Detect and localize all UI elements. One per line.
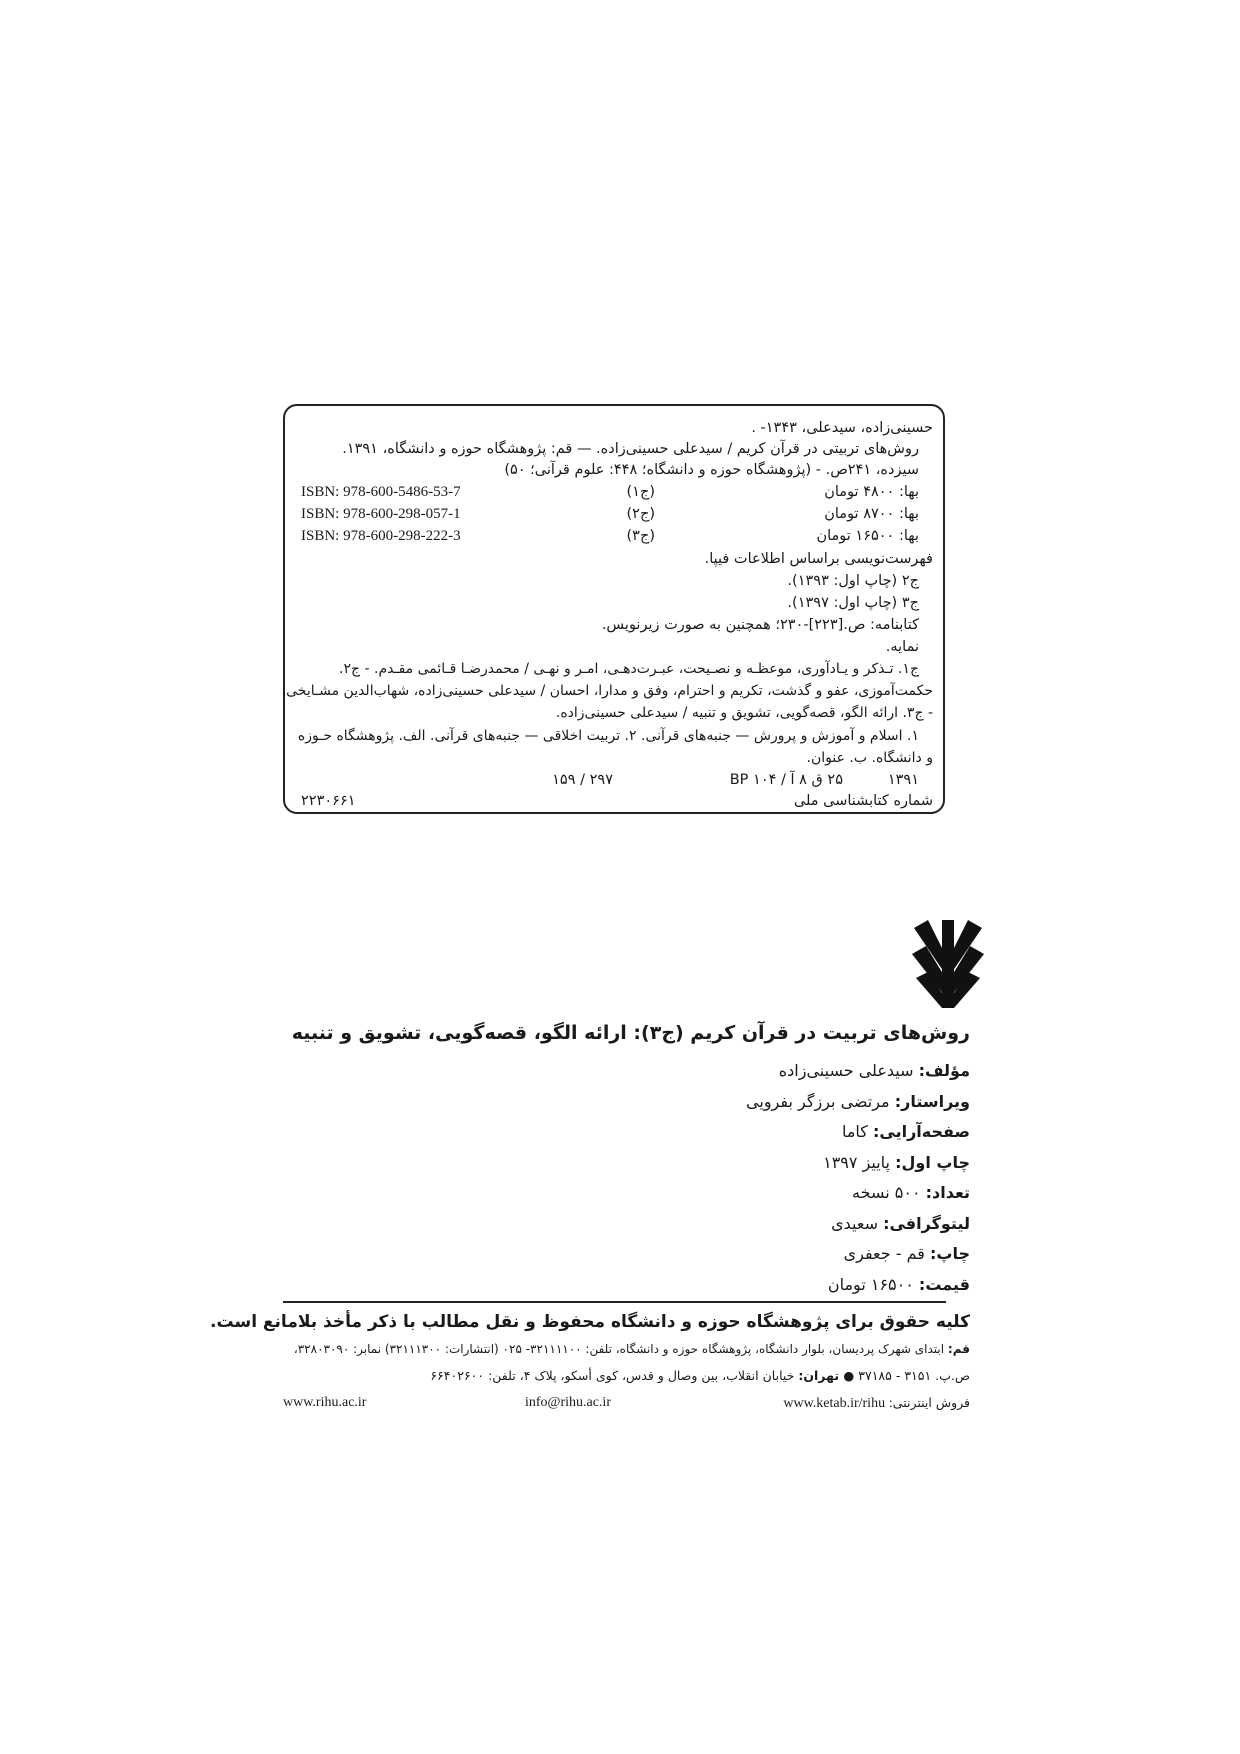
cip-isbn-2: ISBN: 978-600-298-057-1	[301, 506, 461, 522]
online-shop-link[interactable]: www.ketab.ir/rihu	[783, 1396, 886, 1411]
cip-class-year: ۱۳۹۱	[887, 772, 919, 788]
cip-class-dewey: ۲۹۷ / ۱۵۹	[552, 772, 613, 788]
cip-subjects-1: ۱. اسلام و آموزش و پرورش — جنبه‌های قرآنی. ۲. تربیت اخلاقی — جنبه‌های قرآنی. الف. پژوهشگاه حـوزه	[297, 728, 919, 744]
credit-layout: صفحه‌آرایی: کاما	[841, 1122, 970, 1141]
cip-vol-3: (ج۳)	[626, 528, 655, 544]
address-qom: قم: ابتدای شهرک پردیسان، بلوار دانشگاه، پژوهشگاه حوزه و دانشگاه، تلفن: ۳۲۱۱۱۱۰۰- ۰۲۵ (انتشارات: ۳۲۱۱۱۳۰۰) نمابر: ۳۲۸۰۳۰۹۰،	[293, 1342, 970, 1356]
credit-lithography: لیتوگرافی: سعیدی	[831, 1214, 970, 1233]
online-shop: فروش اینترنتی: www.ketab.ir/rihu	[783, 1395, 970, 1411]
cip-edition-2: ج۲ (چاپ اول: ۱۳۹۳).	[787, 573, 919, 589]
cip-isbn-3: ISBN: 978-600-298-222-3	[301, 528, 461, 544]
email-link[interactable]: info@rihu.ac.ir	[525, 1395, 611, 1410]
credit-printer: چاپ: قم - جعفری	[843, 1244, 970, 1263]
cip-title: روش‌های تربیتی در قرآن کریم / سیدعلی حسینی‌زاده. — قم: پژوهشگاه حوزه و دانشگاه، ۱۳۹۱.	[342, 441, 919, 457]
credit-copies: تعداد: ۵۰۰ نسخه	[852, 1183, 970, 1202]
website-link[interactable]: www.rihu.ac.ir	[283, 1395, 367, 1410]
cip-isbn-1: ISBN: 978-600-5486-53-7	[301, 484, 461, 500]
cip-index: نمایه.	[885, 639, 919, 655]
cip-edition-3: ج۳ (چاپ اول: ۱۳۹۷).	[787, 595, 919, 611]
cip-national-label: شماره کتابشناسی ملی	[793, 793, 933, 809]
cip-bibliography: کتابنامه: ص.[۲۲۳]-۲۳۰؛ همچنین به صورت زیرنویس.	[601, 617, 919, 633]
cip-fipa: فهرست‌نویسی براساس اطلاعات فیپا.	[704, 551, 933, 567]
cip-box	[283, 404, 945, 814]
divider	[283, 1301, 946, 1303]
credit-editor: ویراستار: مرتضی برزگر بفرویی	[746, 1092, 970, 1111]
cip-contents-1: ج۱. تـذکر و یـادآوری، موعظـه و نصـیحت، عبـرت‌دهـی، امـر و نهـی / محمدرضـا قـائمی مقـدم. - ج۲.	[339, 661, 919, 677]
publisher-logo-icon	[912, 920, 984, 1008]
cip-contents-2: حکمت‌آموزی، عفو و گذشت، تکریم و احترام، وفق و مدارا، احسان / سیدعلی حسینی‌زاده، شهاب‌الدین مشـایخی.	[281, 683, 933, 699]
book-title: روش‌های تربیت در قرآن کریم (ج۳): ارائه الگو، قصه‌گویی، تشویق و تنبیه	[291, 1022, 970, 1044]
credit-author: مؤلف: سیدعلی حسینی‌زاده	[778, 1061, 970, 1080]
cip-price-3: بها: ۱۶۵۰۰ تومان	[816, 528, 919, 544]
cip-physical: سیزده، ۲۴۱ص. - (پژوهشگاه حوزه و دانشگاه؛ ۴۴۸: علوم قرآنی؛ ۵۰)	[504, 462, 919, 478]
cip-author: حسینی‌زاده، سیدعلی، ۱۳۴۳- .	[751, 420, 933, 436]
cip-class-code: ۲۵ ق ۸ آ / BP ۱۰۴	[729, 772, 843, 788]
cip-price-1: بها: ۴۸۰۰ تومان	[824, 484, 919, 500]
rights-notice: کلیه حقوق برای پژوهشگاه حوزه و دانشگاه محفوظ و نقل مطالب با ذکر مأخذ بلامانع است.	[210, 1312, 970, 1332]
cip-national-number: ۲۲۳۰۶۶۱	[301, 793, 356, 809]
credit-price: قیمت: ۱۶۵۰۰ تومان	[827, 1275, 970, 1294]
cip-subjects-2: و دانشگاه. ب. عنوان.	[806, 750, 933, 766]
credit-first-print: چاپ اول: پاییز ۱۳۹۷	[823, 1153, 970, 1172]
cip-price-2: بها: ۸۷۰۰ تومان	[824, 506, 919, 522]
cip-contents-3: - ج۳. ارائه الگو، قصه‌گویی، تشویق و تنبیه / سیدعلی حسینی‌زاده.	[555, 705, 933, 721]
cip-vol-2: (ج۲)	[626, 506, 655, 522]
address-tehran: ص.پ. ۳۱۵۱ - ۳۷۱۸۵ ● تهران: خیابان انقلاب، بین وصال و قدس، کوی أسکو، پلاک ۴، تلفن: ۶۶۴۰۲۶۰۰	[430, 1368, 970, 1383]
cip-vol-1: (ج۱)	[626, 484, 655, 500]
